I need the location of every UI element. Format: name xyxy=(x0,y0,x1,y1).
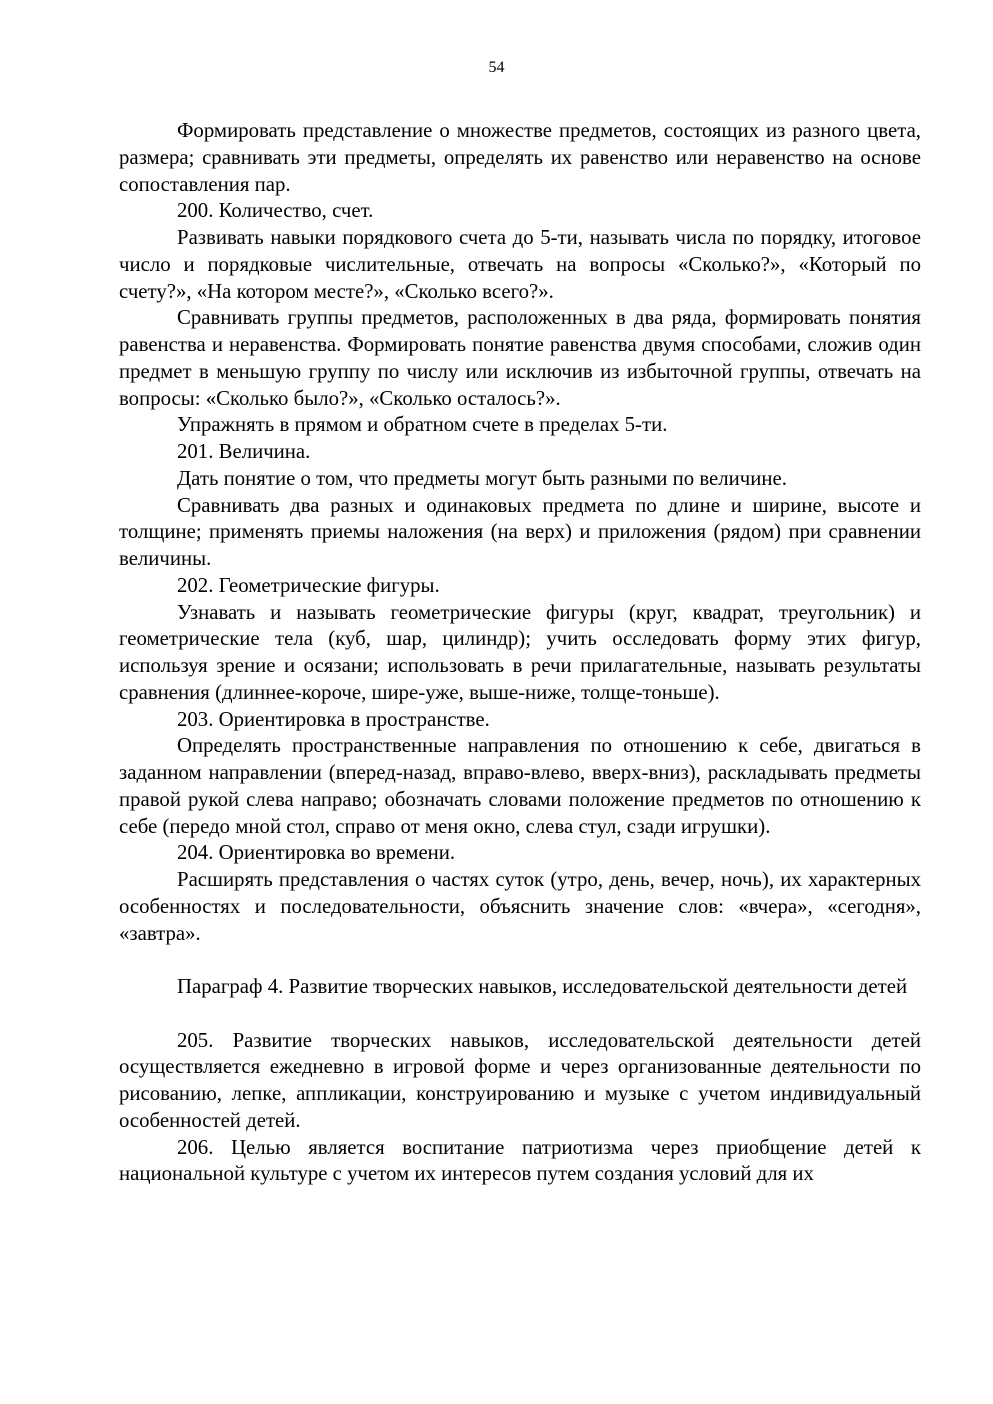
item-heading-203: 203. Ориентировка в пространстве. xyxy=(177,707,490,731)
paragraph: Формировать представление о множестве предметов, состоящих из разного цвета, размера; сравнивать эти предметы, определять их равенство или неравенство на основе сопоставления пар. xyxy=(119,119,921,196)
item-heading-202: 202. Геометрические фигуры. xyxy=(177,573,440,597)
paragraph: Сравнивать группы предметов, расположенных в два ряда, формировать понятия равенства и неравенства. Формировать понятие равенства двумя способами, сложив один предмет в меньшую группу по числу или исключив из избыточной группы, отвечать на вопросы: «Сколько было?», «Сколько осталось?». xyxy=(119,306,921,410)
item-heading-200: 200. Количество, счет. xyxy=(177,199,374,223)
paragraph: 206. Целью является воспитание патриотизма через приобщение детей к национальной культуре с учетом их интересов путем создания условий для их xyxy=(119,1135,921,1186)
page-number: 54 xyxy=(488,59,505,76)
paragraph: Расширять представления о частях суток (утро, день, вечер, ночь), их характерных особенностях и последовательности, объяснить значение слов: «вчера», «сегодня», «завтра». xyxy=(119,868,921,945)
paragraph: Развивать навыки порядкового счета до 5-ти, называть числа по порядку, итоговое число и порядковые числительные, отвечать на вопросы «Сколько?», «Который по счету?», «На котором месте?», «Сколько всего?». xyxy=(119,226,921,303)
section-heading: Параграф 4. Развитие творческих навыков, исследовательской деятельности детей xyxy=(177,975,908,998)
paragraph: Дать понятие о том, что предметы могут быть разными по величине. xyxy=(177,466,787,490)
paragraph: Узнавать и называть геометрические фигуры (круг, квадрат, треугольник) и геометрические тела (куб, шар, цилиндр); учить осследовать форму этих фигур, используя зрение и осязани; использовать в речи прилагательные, называть результаты сравнения (длиннее-короче, шире-уже, выше-ниже, толще-тоньше). xyxy=(119,600,921,704)
item-heading-204: 204. Ориентировка во времени. xyxy=(177,841,456,865)
paragraph: 205. Развитие творческих навыков, исследовательской деятельности детей осуществляется ежедневно в игровой форме и через организованные деятельности по рисованию, лепке, аппликации, конструированию и музыке с учетом индивидуальный особенностей детей. xyxy=(119,1028,921,1132)
item-heading-201: 201. Величина. xyxy=(177,440,311,463)
paragraph: Сравнивать два разных и одинаковых предмета по длине и ширине, высоте и толщине; применять приемы наложения (на верх) и приложения (рядом) при сравнении величины. xyxy=(119,493,921,570)
paragraph: Определять пространственные направления по отношению к себе, двигаться в заданном направлении (вперед-назад, вправо-влево, вверх-вниз), раскладывать предметы правой рукой слева направо; обозначать словами положение предметов по отношению к себе (передо мной стол, справо от меня окно, слева стул, сзади игрушки). xyxy=(119,734,921,838)
document-body xyxy=(119,118,921,1188)
paragraph: Упражнять в прямом и обратном счете в пределах 5-ти. xyxy=(177,413,668,437)
